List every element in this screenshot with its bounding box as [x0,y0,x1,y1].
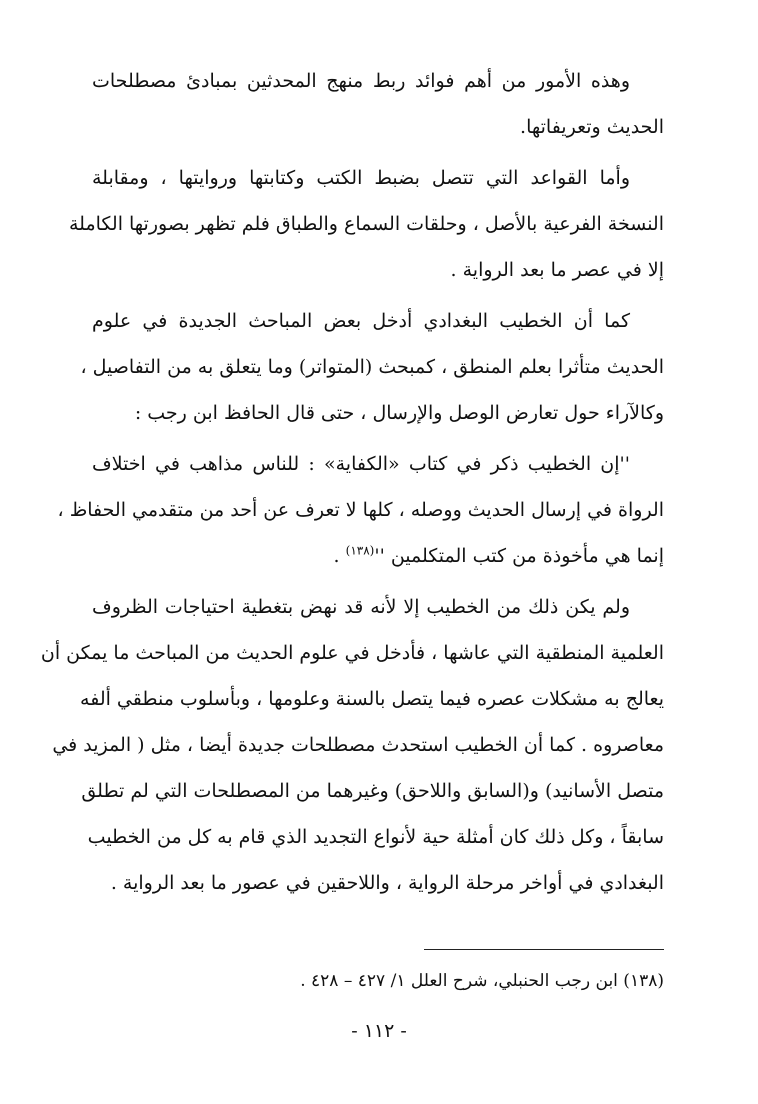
paragraph-5-line-4: معاصروه . كما أن الخطيب استحدث مصطلحات جديدة أيضا ، مثل ( المزيد في [52,734,664,756]
footnote-138: (١٣٨) ابن رجب الحنبلي، شرح العلل ١/ ٤٢٧ – ٤٢٨ . [300,971,664,991]
paragraph-5-line-7: البغدادي في أواخر مرحلة الرواية ، واللاحقين في عصور ما بعد الرواية . [110,872,664,894]
paragraph-2-line-1: وأما القواعد التي تتصل بضبط الكتب وكتابتها وروايتها ، ومقابلة [92,167,630,189]
paragraph-1-line-2: الحديث وتعريفاتها. [520,116,664,138]
paragraph-2-line-3: إلا في عصر ما بعد الرواية . [450,259,664,281]
paragraph-5-line-5: متصل الأسانيد) و(السابق واللاحق) وغيرهما من المصطلحات التي لم تطلق [81,780,664,802]
paragraph-5-line-1: ولم يكن ذلك من الخطيب إلا لأنه قد نهض بتغطية احتياجات الظروف [92,596,630,618]
quote-line-3-text: إنما هي مأخوذة من كتب المتكلمين '' [374,545,664,567]
paragraph-2-line-2: النسخة الفرعية بالأصل ، وحلقات السماع والطباق فلم تظهر بصورتها الكاملة [68,213,664,235]
paragraph-5-line-6: سابقاً ، وكل ذلك كان أمثلة حية لأنواع التجديد الذي قام به كل من الخطيب [87,826,664,848]
paragraph-5-line-2: العلمية المنطقية التي عاشها ، فأدخل في علوم الحديث من المباحث ما يمكن أن [40,642,664,664]
page-number: - ١١٢ - [351,1020,407,1042]
paragraph-3-line-1: كما أن الخطيب البغدادي أدخل بعض المباحث الجديدة في علوم [92,310,630,332]
footnote-separator [424,949,664,950]
paragraph-3-line-3: وكالآراء حول تعارض الوصل والإرسال ، حتى قال الحافظ ابن رجب : [134,402,664,424]
quote-line-1: ''إن الخطيب ذكر في كتاب «الكفاية» : للناس مذاهب في اختلاف [92,453,630,475]
quote-line-2: الرواة في إرسال الحديث ووصله ، كلها لا تعرف عن أحد من متقدمي الحفاظ ، [57,499,664,521]
paragraph-1-line-1: وهذه الأمور من أهم فوائد ربط منهج المحدثين بمبادئ مصطلحات [92,70,630,92]
quote-line-3 [92,533,664,579]
paragraph-5-line-3: يعالج به مشكلات عصره فيما يتصل بالسنة وعلومها ، وبأسلوب منطقي ألفه [80,688,664,710]
paragraph-3-line-2: الحديث متأثرا بعلم المنطق ، كمبحث (المتواتر) وما يتعلق به من التفاصيل ، [80,356,664,378]
footnote-reference[interactable]: (١٣٨) [345,543,375,558]
quote-line-3-tail: . [333,545,346,567]
